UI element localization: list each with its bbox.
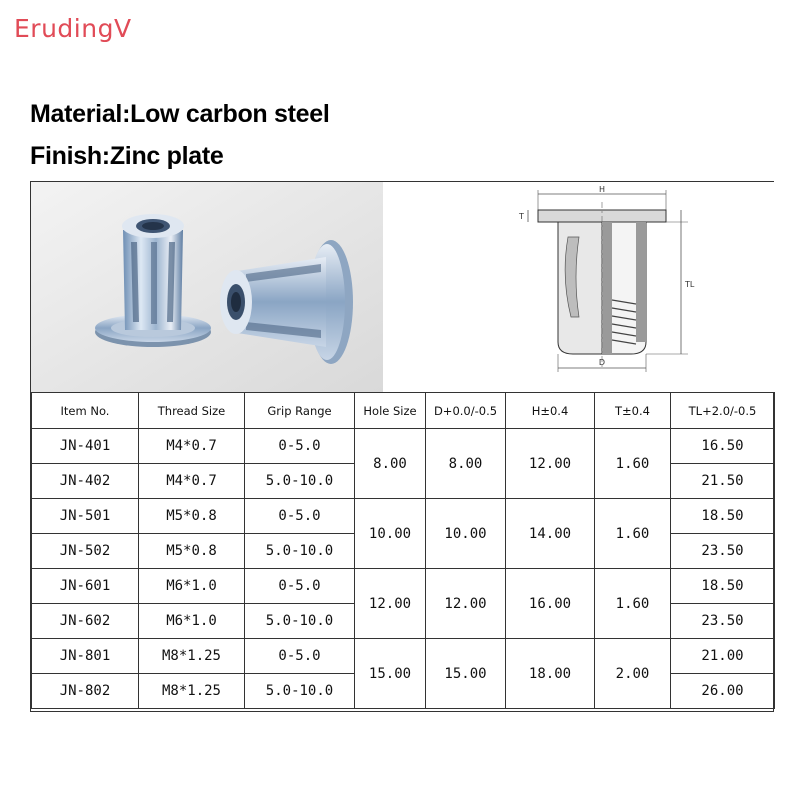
cell-item: JN-401 — [32, 429, 139, 464]
cell-d: 8.00 — [426, 429, 506, 499]
col-header: Hole Size — [355, 393, 426, 429]
col-header: H±0.4 — [506, 393, 595, 429]
cell-grip: 5.0-10.0 — [245, 674, 355, 709]
cell-thread: M4*0.7 — [139, 464, 245, 499]
cell-tl: 23.50 — [671, 534, 775, 569]
cell-tl: 16.50 — [671, 429, 775, 464]
dim-label-d: D — [598, 358, 606, 367]
cell-d: 15.00 — [426, 639, 506, 709]
cell-d: 12.00 — [426, 569, 506, 639]
cell-t: 1.60 — [595, 429, 671, 499]
cell-t: 2.00 — [595, 639, 671, 709]
finish-heading: Finish:Zinc plate — [30, 142, 224, 170]
cell-hole: 15.00 — [355, 639, 426, 709]
table-row — [32, 639, 775, 674]
cell-item: JN-801 — [32, 639, 139, 674]
cell-item: JN-802 — [32, 674, 139, 709]
spec-table — [31, 392, 775, 709]
cell-h: 12.00 — [506, 429, 595, 499]
cell-grip: 0-5.0 — [245, 569, 355, 604]
cell-thread: M4*0.7 — [139, 429, 245, 464]
cell-thread: M5*0.8 — [139, 534, 245, 569]
cell-grip: 0-5.0 — [245, 499, 355, 534]
cell-tl: 23.50 — [671, 604, 775, 639]
col-header: D+0.0/-0.5 — [426, 393, 506, 429]
material-heading: Material:Low carbon steel — [30, 100, 330, 128]
cell-item: JN-601 — [32, 569, 139, 604]
col-header: T±0.4 — [595, 393, 671, 429]
dim-label-tl: TL — [685, 280, 695, 289]
cell-thread: M5*0.8 — [139, 499, 245, 534]
cell-h: 14.00 — [506, 499, 595, 569]
cell-t: 1.60 — [595, 499, 671, 569]
header-row — [32, 393, 775, 429]
cell-grip: 0-5.0 — [245, 639, 355, 674]
cell-tl: 18.50 — [671, 569, 775, 604]
col-header: Thread Size — [139, 393, 245, 429]
cell-grip: 5.0-10.0 — [245, 464, 355, 499]
cell-tl: 21.00 — [671, 639, 775, 674]
col-header: TL+2.0/-0.5 — [671, 393, 775, 429]
table-row — [32, 569, 775, 604]
cell-tl: 21.50 — [671, 464, 775, 499]
cell-tl: 26.00 — [671, 674, 775, 709]
cell-item: JN-402 — [32, 464, 139, 499]
cell-item: JN-502 — [32, 534, 139, 569]
table-row — [32, 429, 775, 464]
cell-thread: M8*1.25 — [139, 639, 245, 674]
cell-thread: M6*1.0 — [139, 604, 245, 639]
cell-h: 18.00 — [506, 639, 595, 709]
cell-item: JN-602 — [32, 604, 139, 639]
technical-drawing — [383, 182, 775, 392]
col-header: Grip Range — [245, 393, 355, 429]
cell-hole: 8.00 — [355, 429, 426, 499]
cell-grip: 5.0-10.0 — [245, 534, 355, 569]
col-header: Item No. — [32, 393, 139, 429]
cell-d: 10.00 — [426, 499, 506, 569]
cell-thread: M8*1.25 — [139, 674, 245, 709]
cell-grip: 0-5.0 — [245, 429, 355, 464]
product-photo — [31, 182, 384, 392]
brand-watermark: ErudingV — [14, 14, 132, 43]
cell-grip: 5.0-10.0 — [245, 604, 355, 639]
spec-sheet — [30, 181, 774, 712]
cell-hole: 10.00 — [355, 499, 426, 569]
dim-label-h: H — [598, 185, 606, 194]
cell-hole: 12.00 — [355, 569, 426, 639]
cell-tl: 18.50 — [671, 499, 775, 534]
cell-item: JN-501 — [32, 499, 139, 534]
cell-h: 16.00 — [506, 569, 595, 639]
cell-t: 1.60 — [595, 569, 671, 639]
cell-thread: M6*1.0 — [139, 569, 245, 604]
dim-label-t: T — [519, 212, 524, 221]
table-row — [32, 499, 775, 534]
